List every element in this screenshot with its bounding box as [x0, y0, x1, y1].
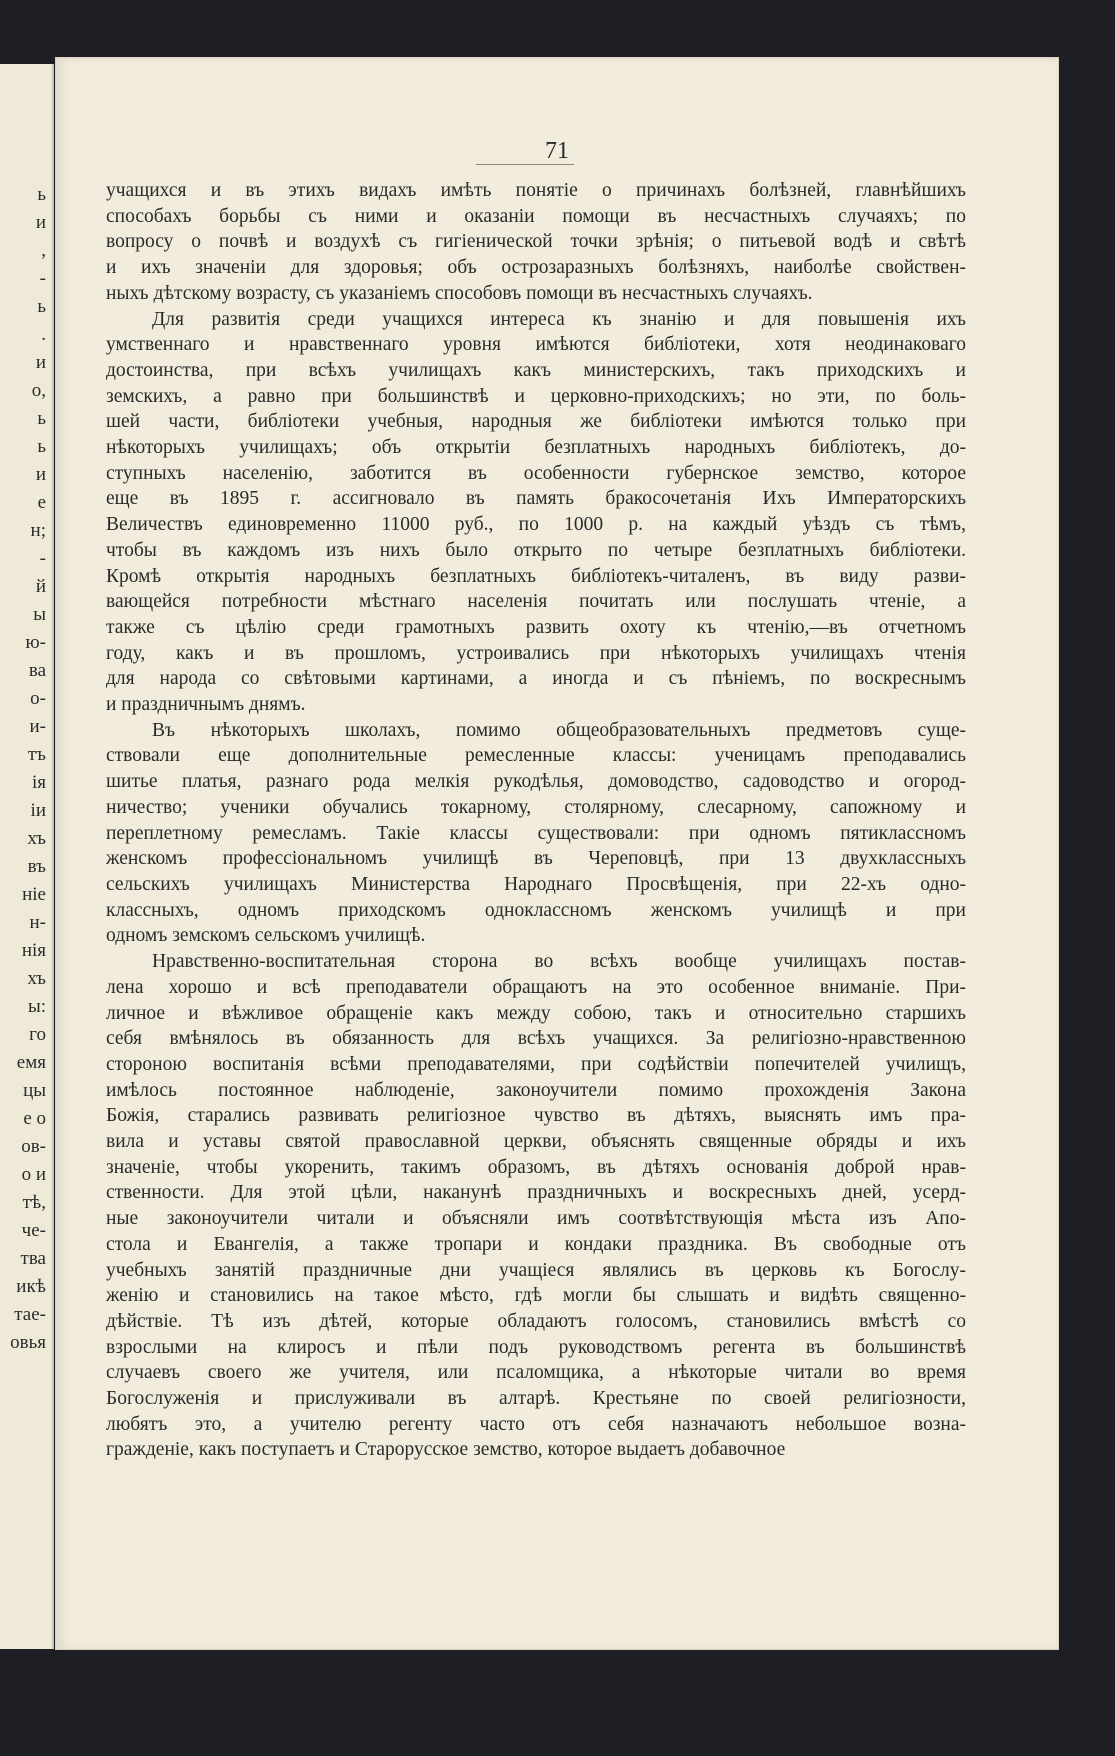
- previous-page-fragment: е о: [23, 1108, 46, 1129]
- text-line: шитье платья, разнаго рода мелкія рукодѣлья, домоводство, садоводство и огород-: [106, 771, 966, 793]
- text-line: Кромѣ открытія народныхъ безплатныхъ библіотекъ-читаленъ, въ виду разви-: [106, 565, 966, 587]
- text-line: ные законоучители читали и объясняли имъ соотвѣтствующія мѣста изъ Апо-: [106, 1208, 966, 1230]
- previous-page-fragment: ь: [37, 436, 46, 457]
- paragraph: [106, 178, 966, 307]
- previous-page-fragment: тѣ,: [22, 1192, 46, 1213]
- text-line: чтобы въ каждомъ изъ нихъ было открыто по четыре безплатныхъ библіотеки.: [106, 539, 966, 561]
- previous-page-fragment: ва: [28, 660, 46, 681]
- text-line: шей части, библіотеки учебныя, народныя же библіотеки имѣются только при: [106, 411, 966, 433]
- book-page: [56, 58, 1058, 1649]
- previous-page-fragment: о и: [21, 1164, 46, 1185]
- previous-page-fragment: ,: [41, 240, 46, 261]
- text-line: гражденіе, какъ поступаетъ и Старорусское земство, которое выдаетъ добавочное: [106, 1439, 786, 1461]
- page-number: 71: [545, 138, 569, 164]
- paragraph: [106, 718, 966, 949]
- previous-page-fragment: и: [35, 212, 46, 233]
- text-line: земскихъ, а равно при большинствѣ и церковно-приходскихъ; но эти, по боль-: [106, 385, 966, 407]
- previous-page-fragment: ов-: [21, 1136, 46, 1157]
- text-line: ственности. Для этой цѣли, наканунѣ праздничныхъ и воскресныхъ дней, усерд-: [106, 1182, 966, 1204]
- previous-page-fragment: ь: [37, 408, 46, 429]
- text-line: Величествъ единовременно 11000 руб., по 1000 р. на каждый уѣздъ съ тѣмъ,: [106, 514, 966, 536]
- text-line: учебныхъ занятій праздничные дни учащіеся являлись въ церковь къ Богослу-: [106, 1259, 966, 1281]
- previous-page-fragment: ь: [37, 296, 46, 317]
- previous-page-fragment: тае-: [14, 1304, 46, 1325]
- previous-page-fragment: -: [39, 548, 46, 569]
- previous-page-fragment: ю-: [25, 632, 46, 653]
- previous-page-fragment: ы: [33, 604, 46, 625]
- text-line: значеніе, чтобы укоренить, такимъ образомъ, въ дѣтяхъ основанія доброй нрав-: [106, 1156, 966, 1178]
- text-line: себя вмѣнялось въ обязанность для всѣхъ учащихся. За религіозно-нравственною: [106, 1028, 966, 1050]
- text-line: вопросу о почвѣ и воздухѣ съ гигіенической точки зрѣнія; о питьевой водѣ и свѣтѣ: [106, 231, 966, 253]
- previous-page-fragment: н;: [30, 520, 46, 541]
- previous-page-fragment: -: [39, 268, 46, 289]
- previous-page-fragment: овья: [10, 1332, 46, 1353]
- previous-page-fragment: ь: [37, 184, 46, 205]
- previous-page-fragment: тъ: [27, 744, 46, 765]
- text-line: Для развитія среди учащихся интереса къ знанію и для повышенія ихъ: [152, 308, 966, 330]
- text-line: нѣкоторыхъ училищахъ; объ открытіи безплатныхъ народныхъ библіотекъ, до-: [106, 437, 966, 459]
- previous-page-fragment: тва: [20, 1248, 46, 1269]
- previous-page-fragment: ы:: [27, 996, 46, 1017]
- text-line: Богослуженія и прислуживали въ алтарѣ. Крестьяне по своей религіозности,: [106, 1388, 966, 1410]
- previous-page-fragment: икѣ: [16, 1276, 46, 1297]
- previous-page-fragment: й: [35, 576, 46, 597]
- previous-page-fragment: ніе: [22, 884, 46, 905]
- text-line: учащихся и въ этихъ видахъ имѣть понятіе о причинахъ болѣзней, главнѣйшихъ: [106, 180, 966, 201]
- text-line: женскомъ профессіональномъ училищѣ въ Череповцѣ, при 13 двухклассныхъ: [106, 848, 966, 870]
- text-line: вила и уставы святой православной церкви, объяснять священные обряды и ихъ: [106, 1131, 966, 1153]
- previous-page-fragment: че-: [21, 1220, 46, 1241]
- text-line: и праздничнымъ днямъ.: [106, 694, 306, 716]
- previous-page-fragment: .: [41, 324, 46, 345]
- text-line: стола и Евангелія, а также тропари и кондаки праздника. Въ свободные отъ: [106, 1233, 966, 1255]
- text-line: ныхъ дѣтскому возрасту, съ указаніемъ способовъ помощи въ несчастныхъ случаяхъ.: [106, 282, 813, 304]
- previous-page-fragment: въ: [27, 856, 46, 877]
- previous-page-fragment: н-: [29, 912, 46, 933]
- text-line: Нравственно-воспитательная сторона во всѣхъ вообще училищахъ постав-: [152, 951, 966, 973]
- previous-page-fragment: го: [29, 1024, 46, 1045]
- previous-page-fragment: о-: [30, 688, 46, 709]
- text-line: одномъ земскомъ сельскомъ училищѣ.: [106, 925, 426, 947]
- text-line: также съ цѣлію среди грамотныхъ развить охоту къ чтенію,—въ отчетномъ: [106, 616, 966, 638]
- previous-page-fragment: іи: [30, 800, 46, 821]
- previous-page-fragment: хъ: [27, 968, 46, 989]
- previous-page-fragment: нія: [21, 940, 46, 961]
- text-line: взрослыми на клиросъ и пѣли подъ руководствомъ регента въ большинствѣ: [106, 1336, 966, 1358]
- text-line: для народа со свѣтовыми картинами, а иногда и съ пѣніемъ, по воскреснымъ: [106, 668, 966, 690]
- text-line: еще въ 1895 г. ассигновало въ память бракосочетанія Ихъ Императорскихъ: [106, 488, 966, 510]
- text-line: ничество; ученики обучались токарному, столярному, слесарному, сапожному и: [106, 796, 966, 818]
- text-line: Божія, старались развивать религіозное чувство въ дѣтяхъ, выяснять имъ пра-: [106, 1105, 966, 1127]
- previous-page-fragment: и: [35, 464, 46, 485]
- text-line: способахъ борьбы съ ними и оказаніи помощи въ несчастныхъ случаяхъ; по: [106, 205, 966, 227]
- paragraph: [106, 307, 966, 718]
- text-line: умственнаго и нравственнаго уровня имѣются библіотеки, хотя неодинаковаго: [106, 334, 966, 356]
- previous-page-fragment: емя: [16, 1052, 46, 1073]
- text-line: стороною воспитанія всѣми преподавателями, при содѣйствіи попечителей училищъ,: [106, 1053, 966, 1075]
- previous-page-fragment: хъ: [27, 828, 46, 849]
- page-number-rule: [476, 164, 574, 165]
- text-line: имѣлось постоянное наблюденіе, законоучители помимо прохожденія Закона: [106, 1079, 966, 1101]
- previous-page-fragment: цы: [23, 1080, 46, 1101]
- paragraph: [106, 949, 966, 1463]
- text-line: ствовали еще дополнительные ремесленные классы: ученицамъ преподавались: [106, 745, 966, 767]
- text-line: году, какъ и въ прошломъ, устроивались при нѣкоторыхъ училищахъ чтенія: [106, 642, 966, 664]
- text-line: и ихъ значеніи для здоровья; объ острозаразныхъ болѣзняхъ, наиболѣе свойствен-: [106, 257, 966, 279]
- previous-page-edge: [0, 64, 54, 1649]
- text-line: переплетному ремесламъ. Такіе классы существовали: при одномъ пятиклассномъ: [106, 822, 966, 844]
- text-line: Въ нѣкоторыхъ школахъ, помимо общеобразовательныхъ предметовъ суще-: [152, 719, 966, 741]
- text-line: классныхъ, одномъ приходскомъ одноклассномъ женскомъ училищѣ и при: [106, 899, 966, 921]
- previous-page-fragment: о,: [31, 380, 46, 401]
- text-line: любятъ это, а учителю регенту часто отъ себя назначаютъ небольшое возна-: [106, 1413, 966, 1435]
- text-line: лена хорошо и всѣ преподаватели обращаютъ на это особенное вниманіе. При-: [106, 976, 966, 998]
- text-line: дѣйствіе. Тѣ изъ дѣтей, которые обладаютъ голосомъ, становились вмѣстѣ со: [106, 1310, 966, 1332]
- previous-page-fragment: ія: [31, 772, 46, 793]
- previous-page-fragment: и-: [29, 716, 46, 737]
- text-line: вающейся потребности мѣстнаго населенія почитать или послушать чтеніе, а: [106, 591, 966, 613]
- previous-page-fragment: и: [35, 352, 46, 373]
- text-line: достоинства, при всѣхъ училищахъ какъ министерскихъ, такъ приходскихъ и: [106, 359, 966, 381]
- previous-page-fragment: е: [37, 492, 46, 513]
- text-line: сельскихъ училищахъ Министерства Народнаго Просвѣщенія, при 22-хъ одно-: [106, 873, 966, 895]
- text-line: случаевъ своего же учителя, или псаломщика, а нѣкоторые читали во время: [106, 1362, 966, 1384]
- text-line: личное и вѣжливое обращеніе какъ между собою, такъ и относительно старшихъ: [106, 1002, 966, 1024]
- text-line: ступныхъ населенію, заботится въ особенности губернское земство, которое: [106, 462, 966, 484]
- text-line: женію и становились на такое мѣсто, гдѣ могли бы слышать и видѣть священно-: [106, 1285, 966, 1307]
- page-text: [106, 178, 966, 1463]
